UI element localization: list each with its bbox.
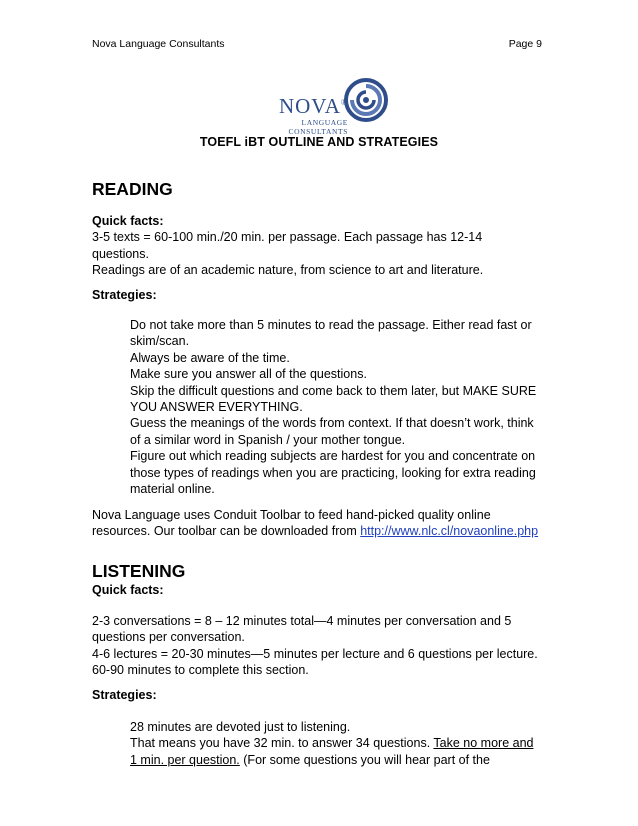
reading-fact: questions. [92, 246, 149, 261]
toolbar-note-text: resources. Our toolbar can be downloaded from [92, 523, 361, 538]
logo-subtitle: LANGUAGE CONSULTANTS [288, 118, 348, 136]
listening-fact: 4-6 lectures = 20-30 minutes—5 minutes per lecture and 6 questions per lecture. [92, 646, 538, 661]
strategy-line: Always be aware of the time. [130, 350, 290, 365]
strategy-line [130, 752, 548, 768]
reading-fact: 3-5 texts = 60-100 min./20 min. per passage. Each passage has 12-14 [92, 230, 483, 245]
strategy-line: those types of readings when you are practicing, looking for extra reading [130, 465, 536, 480]
strategy-line: Make sure you answer all of the questions. [130, 367, 367, 382]
listening-strategies-label: Strategies: [92, 688, 157, 703]
logo-registered-mark: ® [340, 98, 348, 107]
logo-text [256, 92, 348, 136]
document-title: TOEFL iBT OUTLINE AND STRATEGIES [199, 135, 439, 149]
strategy-line: YOU ANSWER EVERYTHING. [130, 400, 303, 415]
toolbar-note: Nova Language uses Conduit Toolbar to feed hand-picked quality online [92, 507, 491, 522]
strategy-line: Do not take more than 5 minutes to read the passage. Either read fast or [130, 318, 532, 333]
reading-heading: READING [92, 179, 173, 199]
strategy-emphasis: 1 min. per question. [130, 752, 240, 767]
listening-heading: LISTENING [92, 561, 186, 582]
reading-strategies-list [92, 317, 548, 497]
strategy-text: (For some questions you will hear part of the [239, 752, 490, 767]
logo-word: NOVA [278, 94, 341, 118]
header-company: Nova Language Consultants [92, 38, 225, 50]
strategy-line: Guess the meanings of the words from context. If that doesn’t work, think [130, 416, 534, 431]
strategy-emphasis: Take no more and [433, 736, 534, 751]
listening-fact: 60-90 minutes to complete this section. [92, 662, 309, 677]
swirl-logo-icon [344, 78, 388, 122]
toolbar-download-link[interactable]: http://www.nlc.cl/novaonline.php [360, 523, 539, 538]
listening-strategies-list [92, 719, 548, 768]
listening-quick-facts-label: Quick facts: [92, 583, 164, 598]
strategy-line [130, 735, 548, 751]
strategy-line: Skip the difficult questions and come back to them later, but MAKE SURE [130, 383, 537, 398]
reading-quick-facts-label: Quick facts: [92, 214, 164, 228]
listening-fact: questions per conversation. [92, 630, 245, 645]
reading-strategies-label: Strategies: [92, 287, 157, 302]
strategy-text: That means you have 32 min. to answer 34 questions. [130, 736, 434, 751]
strategy-line: of a similar word in Spanish / your mother tongue. [130, 432, 406, 447]
strategy-line: 28 minutes are devoted just to listening. [130, 719, 351, 734]
header-page-number: Page 9 [508, 38, 542, 50]
listening-fact: 2-3 conversations = 8 – 12 minutes total—4 minutes per conversation and 5 [92, 613, 512, 628]
reading-fact: Readings are of an academic nature, from science to art and literature. [92, 263, 484, 278]
page-body [92, 178, 548, 768]
strategy-line: skim/scan. [130, 334, 190, 349]
strategy-line: Figure out which reading subjects are hardest for you and concentrate on [130, 449, 536, 464]
strategy-line: material online. [130, 482, 215, 497]
toolbar-note-download [92, 523, 548, 539]
nova-logo [236, 78, 386, 134]
